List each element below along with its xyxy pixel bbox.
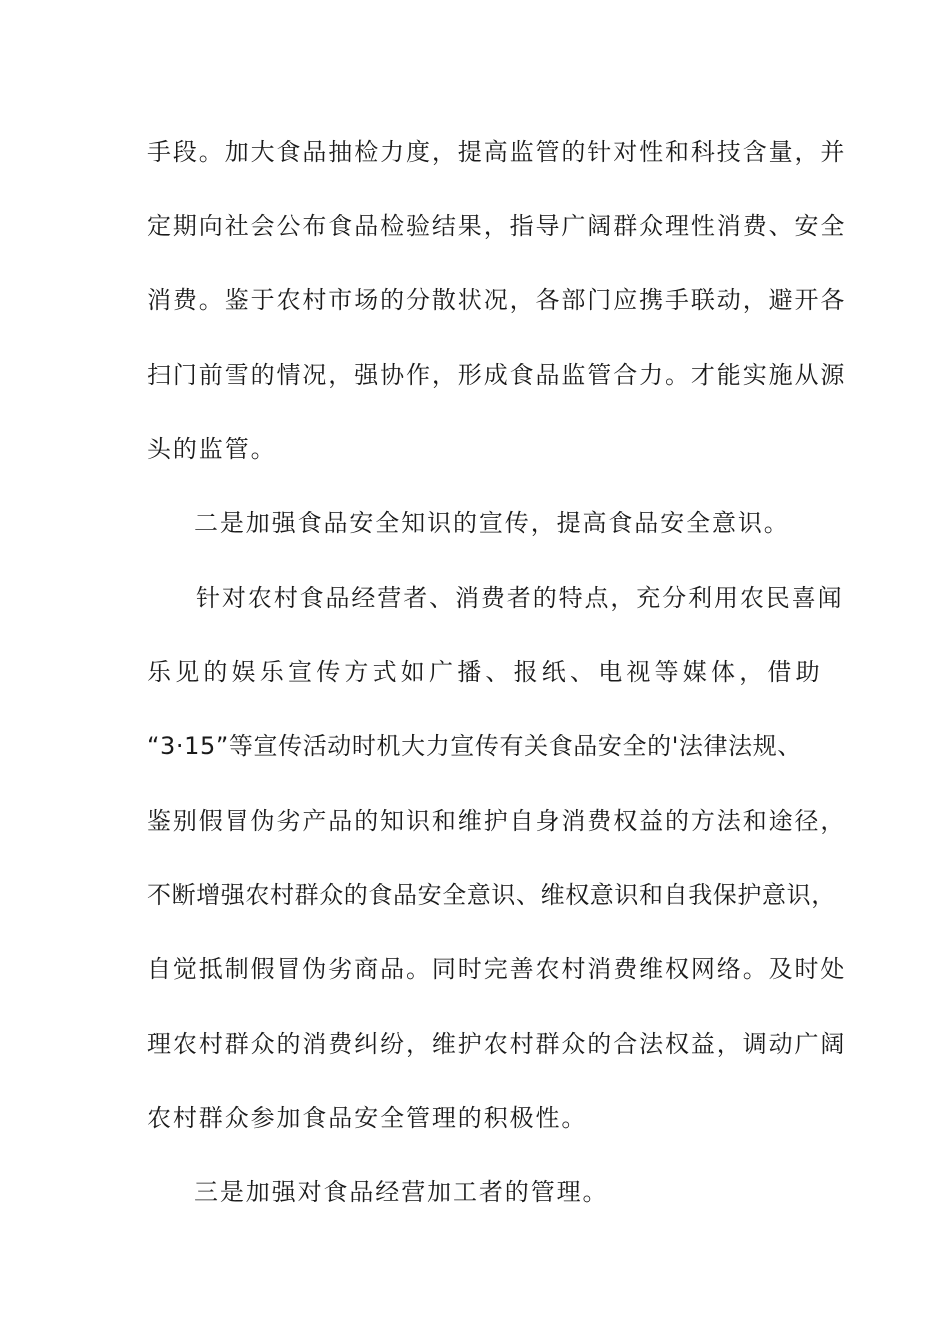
- body-text-line: 鉴别假冒伪劣产品的知识和维护自身消费权益的方法和途径，: [147, 807, 847, 835]
- body-text-line: 消费。鉴于农村市场的分散状况，各部门应携手联动，避开各: [147, 286, 847, 314]
- body-text-line: 扫门前雪的情况，强协作，形成食品监管合力。才能实施从源: [147, 361, 847, 389]
- body-text-line: 手段。加大食品抽检力度，提高监管的针对性和科技含量，并: [147, 138, 847, 166]
- body-text-line: 农村群众参加食品安全管理的积极性。: [147, 1104, 588, 1132]
- body-text-line: 定期向社会公布食品检验结果，指导广阔群众理性消费、安全: [147, 212, 847, 240]
- paragraph-first-line: 针对农村食品经营者、消费者的特点，充分利用农民喜闻: [196, 584, 844, 612]
- body-text-line: 不断增强农村群众的食品安全意识、维权意识和自我保护意识，: [147, 881, 836, 909]
- body-text-line: 乐见的娱乐宣传方式如广播、报纸、电视等媒体，借助: [147, 658, 824, 686]
- section-heading-3: 三是加强对食品经营加工者的管理。: [194, 1178, 609, 1206]
- section-heading-2: 二是加强食品安全知识的宣传，提高食品安全意识。: [194, 509, 790, 537]
- body-text-line: “3·15”等宣传活动时机大力宣传有关食品安全的'法律法规、: [147, 732, 802, 760]
- body-text-line: 理农村群众的消费纠纷，维护农村群众的合法权益，调动广阔: [147, 1030, 847, 1058]
- body-text-line: 自觉抵制假冒伪劣商品。同时完善农村消费维权网络。及时处: [147, 955, 847, 983]
- body-text-line: 头的监管。: [147, 435, 277, 463]
